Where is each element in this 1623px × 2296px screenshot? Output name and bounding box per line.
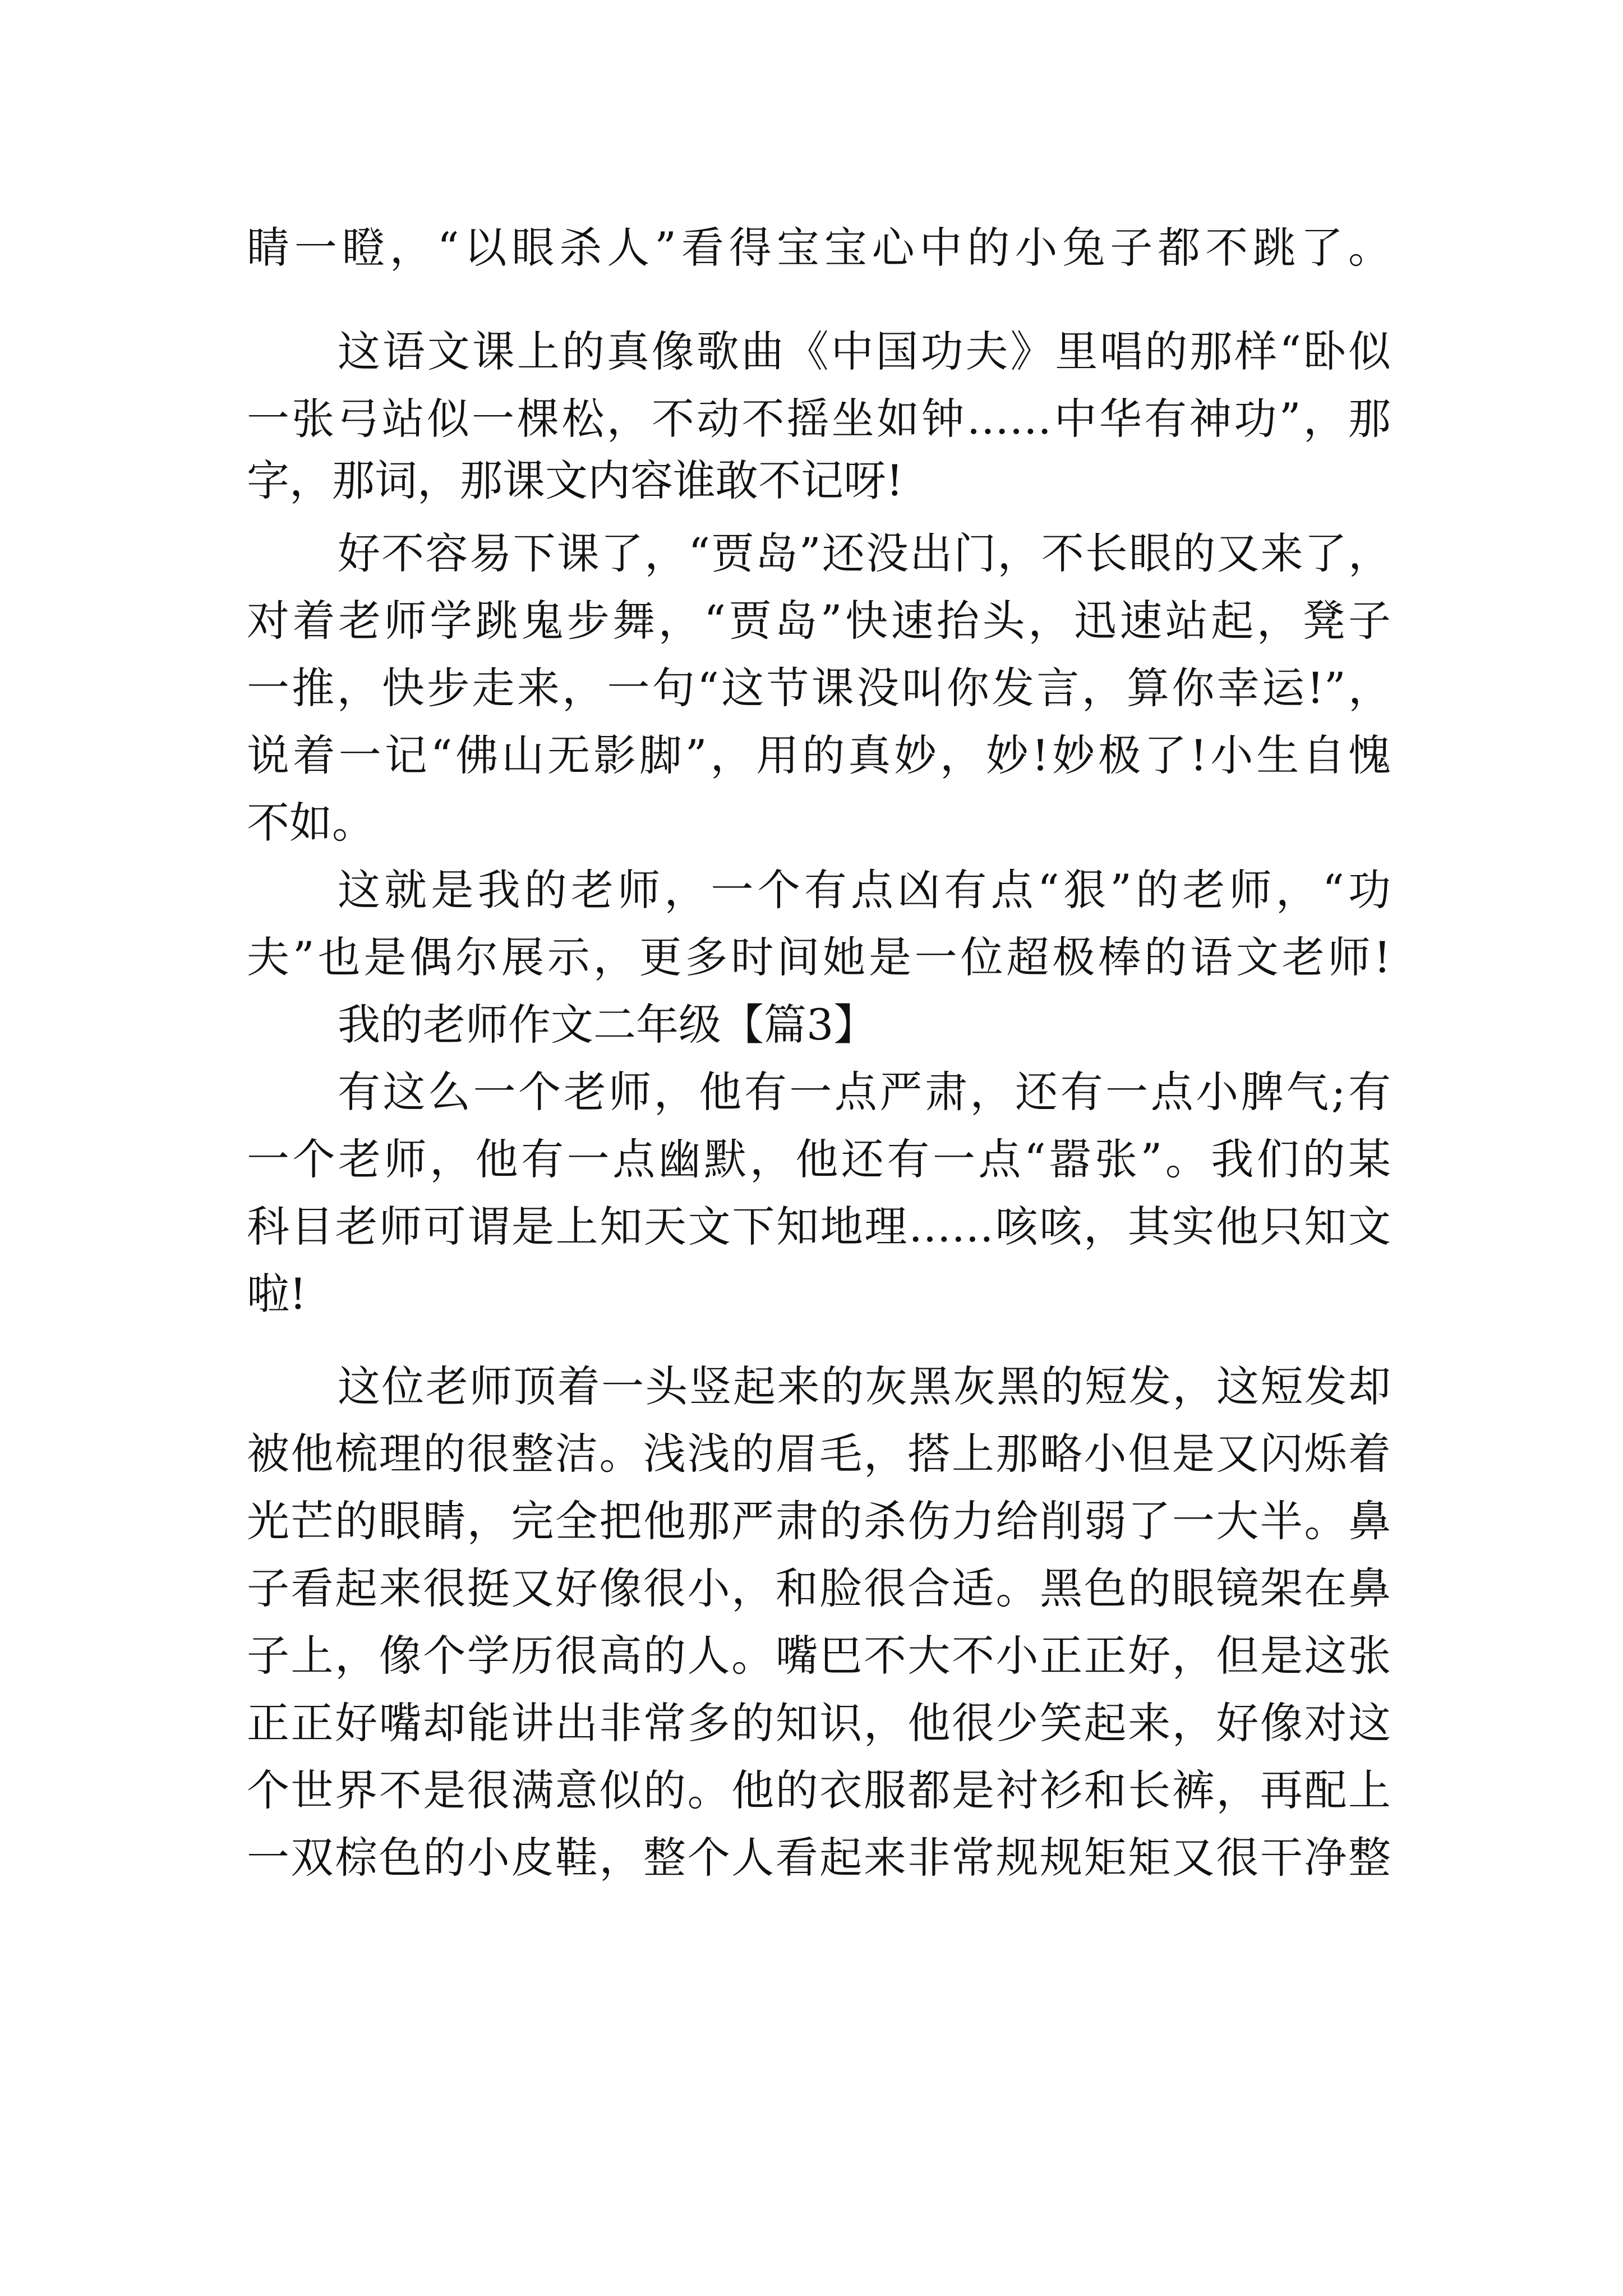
section-heading: 我的老师作文二年级【篇3】 [338, 1000, 877, 1050]
text-line: 这语文课上的真像歌曲《中国功夫》里唱的那样“卧似 [338, 326, 1391, 376]
text-line: 对着老师学跳鬼步舞，“贾岛”快速抬头，迅速站起，凳子 [247, 596, 1391, 646]
text-line: 夫”也是偶尔展示，更多时间她是一位超极棒的语文老师! [247, 932, 1391, 982]
text-line: 好不容易下课了，“贾岛”还没出门，不长眼的又来了， [338, 528, 1391, 578]
text-line: 睛一瞪，“以眼杀人”看得宝宝心中的小兔子都不跳了。 [247, 223, 1391, 273]
text-line: 子上，像个学历很高的人。嘴巴不大不小正正好，但是这张 [247, 1631, 1391, 1681]
text-line: 说着一记“佛山无影脚”，用的真妙，妙!妙极了!小生自愧 [247, 730, 1391, 780]
text-line: 啦! [247, 1269, 307, 1319]
text-line: 个世界不是很满意似的。他的衣服都是衬衫和长裤，再配上 [247, 1765, 1391, 1815]
text-line: 被他梳理的很整洁。浅浅的眉毛，搭上那略小但是又闪烁着 [247, 1429, 1391, 1479]
text-line: 一张弓站似一棵松，不动不摇坐如钟……中华有神功”，那 [247, 394, 1391, 444]
text-line: 字，那词，那课文内容谁敢不记呀! [247, 455, 903, 505]
text-line: 一推，快步走来，一句“这节课没叫你发言，算你幸运!”， [247, 663, 1391, 713]
text-line: 一双棕色的小皮鞋，整个人看起来非常规规矩矩又很干净整 [247, 1833, 1391, 1883]
text-line: 一个老师，他有一点幽默，他还有一点“嚣张”。我们的某 [247, 1134, 1391, 1184]
text-line: 光芒的眼睛，完全把他那严肃的杀伤力给削弱了一大半。鼻 [247, 1496, 1391, 1546]
text-line: 这位老师顶着一头竖起来的灰黑灰黑的短发，这短发却 [338, 1361, 1391, 1411]
text-line: 这就是我的老师，一个有点凶有点“狠”的老师，“功 [338, 865, 1391, 915]
text-line: 有这么一个老师，他有一点严肃，还有一点小脾气;有 [338, 1067, 1391, 1117]
text-line: 不如。 [247, 798, 375, 848]
text-line: 正正好嘴却能讲出非常多的知识，他很少笑起来，好像对这 [247, 1698, 1391, 1748]
text-line: 科目老师可谓是上知天文下知地理……咳咳，其实他只知文 [247, 1202, 1391, 1251]
text-line: 子看起来很挺又好像很小，和脸很合适。黑色的眼镜架在鼻 [247, 1563, 1391, 1613]
